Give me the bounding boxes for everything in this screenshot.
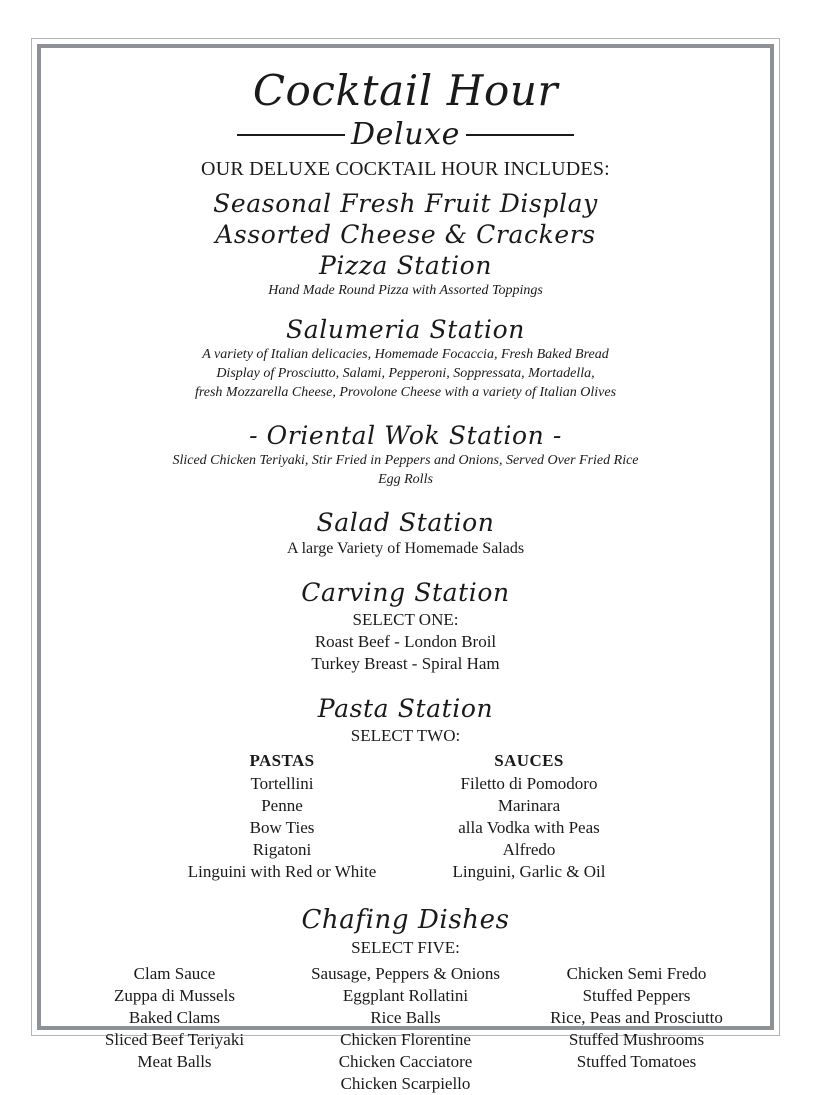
chafing-item: Baked Clams <box>128 1008 221 1027</box>
chafing-item: Eggplant Rollatini <box>342 986 469 1005</box>
pasta-column-header: SAUCES <box>494 751 564 770</box>
chafing-item: Chicken Scarpiello <box>340 1074 471 1093</box>
chafing-item: Rice, Peas and Prosciutto <box>550 1008 723 1027</box>
rule-left <box>237 134 345 136</box>
sauce-item: Alfredo <box>502 840 556 859</box>
rule-right <box>466 134 574 136</box>
chafing-select-label: SELECT FIVE: <box>351 938 460 957</box>
chafing-item: Stuffed Mushrooms <box>568 1030 705 1049</box>
chafing-item: Chicken Florentine <box>340 1030 471 1049</box>
pizza-station-description: Hand Made Round Pizza with Assorted Toppings <box>268 283 543 298</box>
chafing-item: Chicken Semi Fredo <box>566 964 707 983</box>
carving-option: Turkey Breast - Spiral Ham <box>311 654 500 673</box>
salumeria-description-line: Display of Prosciutto, Salami, Pepperoni, Soppressata, Mortadella, <box>216 366 595 381</box>
page-subtitle: Deluxe <box>351 117 460 152</box>
chafing-item: Sausage, Peppers & Onions <box>311 964 500 983</box>
page-title: Cocktail Hour <box>252 66 559 115</box>
subtitle-row <box>59 118 752 152</box>
pasta-select-label: SELECT TWO: <box>350 726 461 745</box>
chafing-column-one <box>59 963 290 1095</box>
pasta-item: Penne <box>261 796 303 815</box>
pasta-item: Rigatoni <box>252 840 312 859</box>
chafing-item: Zuppa di Mussels <box>114 986 235 1005</box>
menu-content <box>41 48 770 1093</box>
chafing-item: Clam Sauce <box>133 964 216 983</box>
chafing-item: Stuffed Tomatoes <box>576 1052 697 1071</box>
wok-description-line: Sliced Chicken Teriyaki, Stir Fried in Peppers and Onions, Served Over Fried Rice <box>172 453 639 468</box>
pizza-station-title: Pizza Station <box>318 251 493 280</box>
pasta-item: Tortellini <box>250 774 314 793</box>
carving-select-label: SELECT ONE: <box>352 610 459 629</box>
pasta-column-pastas <box>159 749 406 883</box>
wok-description-line: Egg Rolls <box>378 472 433 487</box>
pasta-item: Bow Ties <box>249 818 315 837</box>
chafing-column-three <box>521 963 752 1095</box>
chafing-columns <box>59 963 752 1095</box>
sauce-item: Linguini, Garlic & Oil <box>452 862 606 881</box>
pasta-column-header: PASTAS <box>249 751 315 770</box>
chafing-item: Rice Balls <box>370 1008 441 1027</box>
item-fruit-display: Seasonal Fresh Fruit Display <box>213 189 598 218</box>
pasta-item: Linguini with Red or White <box>187 862 377 881</box>
item-cheese-crackers: Assorted Cheese & Crackers <box>215 220 596 249</box>
chafing-dishes-title: Chafing Dishes <box>301 905 510 935</box>
chafing-item: Stuffed Peppers <box>582 986 691 1005</box>
salumeria-station-title: Salumeria Station <box>286 315 525 344</box>
pasta-column-sauces <box>406 749 653 883</box>
sauce-item: Filetto di Pomodoro <box>460 774 598 793</box>
chafing-item: Sliced Beef Teriyaki <box>104 1030 245 1049</box>
salumeria-description-line: fresh Mozzarella Cheese, Provolone Cheese with a variety of Italian Olives <box>194 385 617 400</box>
wok-station-title: - Oriental Wok Station - <box>249 421 562 450</box>
salumeria-description-line: A variety of Italian delicacies, Homemade Focaccia, Fresh Baked Bread <box>202 347 609 362</box>
salad-station-description: A large Variety of Homemade Salads <box>286 540 525 557</box>
pasta-columns <box>59 749 752 883</box>
carving-station-title: Carving Station <box>301 578 510 607</box>
salad-station-title: Salad Station <box>316 508 495 537</box>
pasta-station-title: Pasta Station <box>317 694 494 723</box>
chafing-item: Meat Balls <box>137 1052 212 1071</box>
includes-line: OUR DELUXE COCKTAIL HOUR INCLUDES: <box>201 158 610 180</box>
chafing-column-two <box>290 963 521 1095</box>
chafing-item: Chicken Cacciatore <box>338 1052 473 1071</box>
sauce-item: Marinara <box>497 796 561 815</box>
carving-option: Roast Beef - London Broil <box>314 632 497 651</box>
sauce-item: alla Vodka with Peas <box>458 818 600 837</box>
